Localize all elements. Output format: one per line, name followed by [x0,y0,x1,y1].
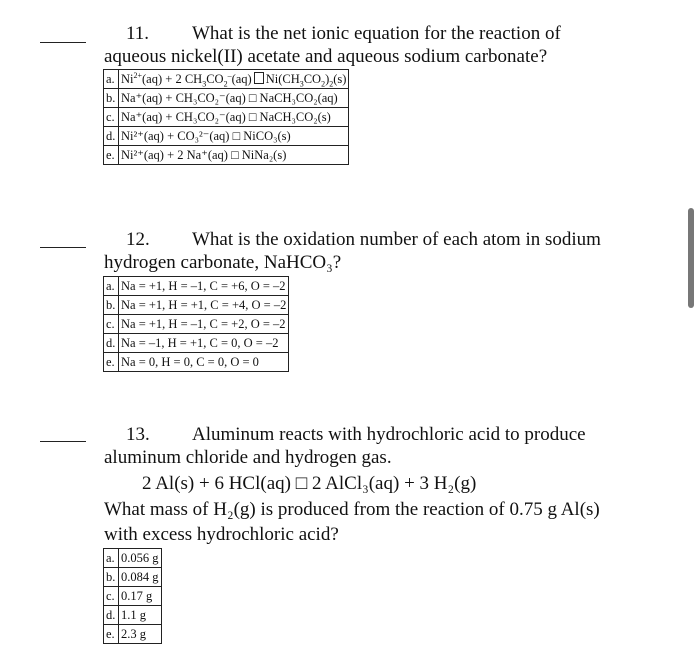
answer-blank-12[interactable] [40,247,86,248]
options-table-13 [103,548,162,644]
question-13-line1 [126,423,586,446]
option-letter: a. [104,70,119,89]
option-row[interactable] [104,277,289,296]
option-letter: c. [104,108,119,127]
option-letter: e. [104,146,119,165]
option-row[interactable] [104,89,349,108]
option-text: 0.084 g [119,568,162,587]
question-12-line1 [126,228,601,251]
option-letter: d. [104,606,119,625]
option-letter: b. [104,89,119,108]
question-number: 13. [126,424,150,445]
option-row[interactable] [104,587,162,606]
option-letter: a. [104,549,119,568]
option-row[interactable] [104,108,349,127]
option-text: Na = +1, H = –1, C = +2, O = –2 [119,315,289,334]
question-11-line2 [104,45,547,68]
option-text: Na⁺(aq) + CH₃CO₂⁻(aq) □ NaCH₃CO₂(s) [119,108,349,127]
option-letter: c. [104,315,119,334]
vertical-scrollbar[interactable] [688,208,694,308]
question-13-equation [142,472,476,495]
chemical-equation: 2 Al(s) + 6 HCl(aq) □ 2 AlCl₃(aq) + 3 H₂(g) [142,473,477,494]
question-12-line2 [104,251,341,274]
arrow-box-icon [254,72,264,84]
question-stem: What is the oxidation number of each atom in sodium [192,229,601,250]
option-row[interactable] [104,70,349,89]
option-letter: b. [104,568,119,587]
options-table-11 [103,69,349,165]
option-row[interactable] [104,146,349,165]
option-text: 0.056 g [119,549,162,568]
question-stem: hydrogen carbonate, NaHCO₃? [104,252,342,273]
option-text: 1.1 g [119,606,162,625]
option-letter: c. [104,587,119,606]
option-letter: d. [104,334,119,353]
option-text: Na = –1, H = +1, C = 0, O = –2 [119,334,289,353]
option-letter: b. [104,296,119,315]
question-number: 11. [126,23,150,44]
question-11-line1 [126,22,561,45]
option-row[interactable] [104,568,162,587]
question-number: 12. [126,229,150,250]
option-text: 0.17 g [119,587,162,606]
options-table-12 [103,276,289,372]
answer-blank-11[interactable] [40,42,86,43]
option-text: Na = +1, H = +1, C = +4, O = –2 [119,296,289,315]
option-letter: e. [104,353,119,372]
question-stem: Aluminum reacts with hydrochloric acid to produce [192,424,586,445]
option-letter: a. [104,277,119,296]
question-stem: What mass of H₂(g) is produced from the reaction of 0.75 g Al(s) [104,499,600,520]
option-letter: d. [104,127,119,146]
option-text: Ni²⁺(aq) + 2 Na⁺(aq) □ NiNa₂(s) [119,146,349,165]
option-text: Na = +1, H = –1, C = +6, O = –2 [119,277,289,296]
option-text: Na⁺(aq) + CH₃CO₂⁻(aq) □ NaCH₃CO₂(aq) [119,89,349,108]
option-row[interactable] [104,625,162,644]
option-row[interactable] [104,549,162,568]
question-stem: What is the net ionic equation for the reaction of [192,23,561,44]
question-13-line3 [104,498,600,521]
question-13-line4 [104,523,339,546]
option-row[interactable] [104,334,289,353]
option-row[interactable] [104,606,162,625]
option-row[interactable] [104,127,349,146]
answer-blank-13[interactable] [40,441,86,442]
option-row[interactable] [104,353,289,372]
option-row[interactable] [104,315,289,334]
option-text: Ni²⁺(aq) + CO₃²⁻(aq) □ NiCO₃(s) [119,127,349,146]
option-text: $Ni^{2+}(aq) + 2$ $CH_3CO_2^-(aq)$ $Ni(CH_3CO_2)_2(s)$ [119,70,349,89]
option-text: Na = 0, H = 0, C = 0, O = 0 [119,353,289,372]
question-13-line2 [104,446,392,469]
question-stem: aluminum chloride and hydrogen gas. [104,447,392,468]
option-text: 2.3 g [119,625,162,644]
question-stem: aqueous nickel(II) acetate and aqueous sodium carbonate? [104,46,548,67]
option-row[interactable] [104,296,289,315]
question-stem: with excess hydrochloric acid? [104,524,339,545]
option-letter: e. [104,625,119,644]
